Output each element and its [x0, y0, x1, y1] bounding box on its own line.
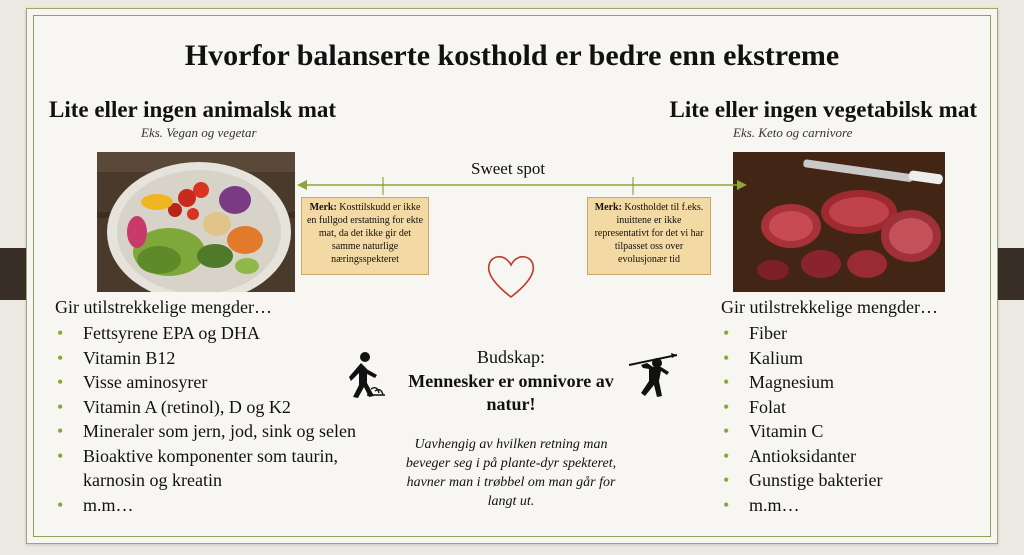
left-nutrient-list: [57, 321, 357, 517]
right-list-heading: Gir utilstrekkelige mengder…: [721, 297, 938, 317]
list-item: • Visse aminosyrer: [57, 370, 357, 395]
list-item: • Gunstige bakterier: [723, 468, 983, 493]
list-item: • Antioksidanter: [723, 444, 983, 469]
left-edge-tab: [0, 248, 26, 300]
heart-outline-icon: [483, 247, 539, 303]
list-item: • m.m…: [57, 493, 357, 518]
list-item: • Fettsyrene EPA og DHA: [57, 321, 357, 346]
right-note-label: Merk:: [594, 202, 622, 213]
right-nutrient-list: [723, 321, 983, 517]
right-note-box: [587, 197, 711, 275]
sweet-spot-label: Sweet spot: [471, 159, 546, 178]
list-item: • Kalium: [723, 346, 983, 371]
list-item: • Vitamin B12: [57, 346, 357, 371]
list-item: • Folat: [723, 395, 983, 420]
right-subheading: Eks. Keto og carnivore: [733, 125, 853, 140]
list-item: • m.m…: [723, 493, 983, 518]
slide: [26, 8, 998, 544]
list-item: • Vitamin A (retinol), D og K2: [57, 395, 357, 420]
message-label: Budskap:: [476, 347, 545, 367]
list-item: • Bioaktive komponenter som taurin, karnosin og kreatin: [57, 444, 357, 493]
list-item: • Vitamin C: [723, 419, 983, 444]
left-note-label: Merk:: [309, 202, 337, 213]
right-heading: Lite eller ingen vegetabilsk mat: [669, 97, 977, 122]
left-subheading: Eks. Vegan og vegetar: [141, 125, 257, 140]
list-item: • Magnesium: [723, 370, 983, 395]
left-heading: Lite eller ingen animalsk mat: [49, 97, 337, 122]
left-note-box: [301, 197, 429, 275]
slide-title: Hvorfor balanserte kosthold er bedre enn ekstreme: [184, 39, 840, 72]
right-edge-tab: [998, 248, 1024, 300]
raw-meat-photo: [733, 152, 945, 292]
left-list-heading: Gir utilstrekkelige mengder…: [55, 297, 272, 317]
main-message: Mennesker er omnivore av natur!: [408, 371, 614, 414]
right-note-text: Kostholdet til f.eks. inuittene er ikke representativt for det vi har tilpasset oss over evolusjonær tid: [594, 202, 704, 265]
list-item: • Mineraler som jern, jod, sink og selen: [57, 419, 357, 444]
message-explanation: Uavhengig av hvilken retning man beveger seg i på plante-dyr spekteret, havner man i trøbbel om man går for langt ut.: [405, 437, 617, 509]
vegetable-bowl-photo: [97, 152, 295, 292]
left-note-text: Kosttilskudd er ikke en fullgod erstatning for ekte mat, da det ikke gir det samme naturlige næringsspekteret: [306, 202, 424, 265]
list-item: • Fiber: [723, 321, 983, 346]
